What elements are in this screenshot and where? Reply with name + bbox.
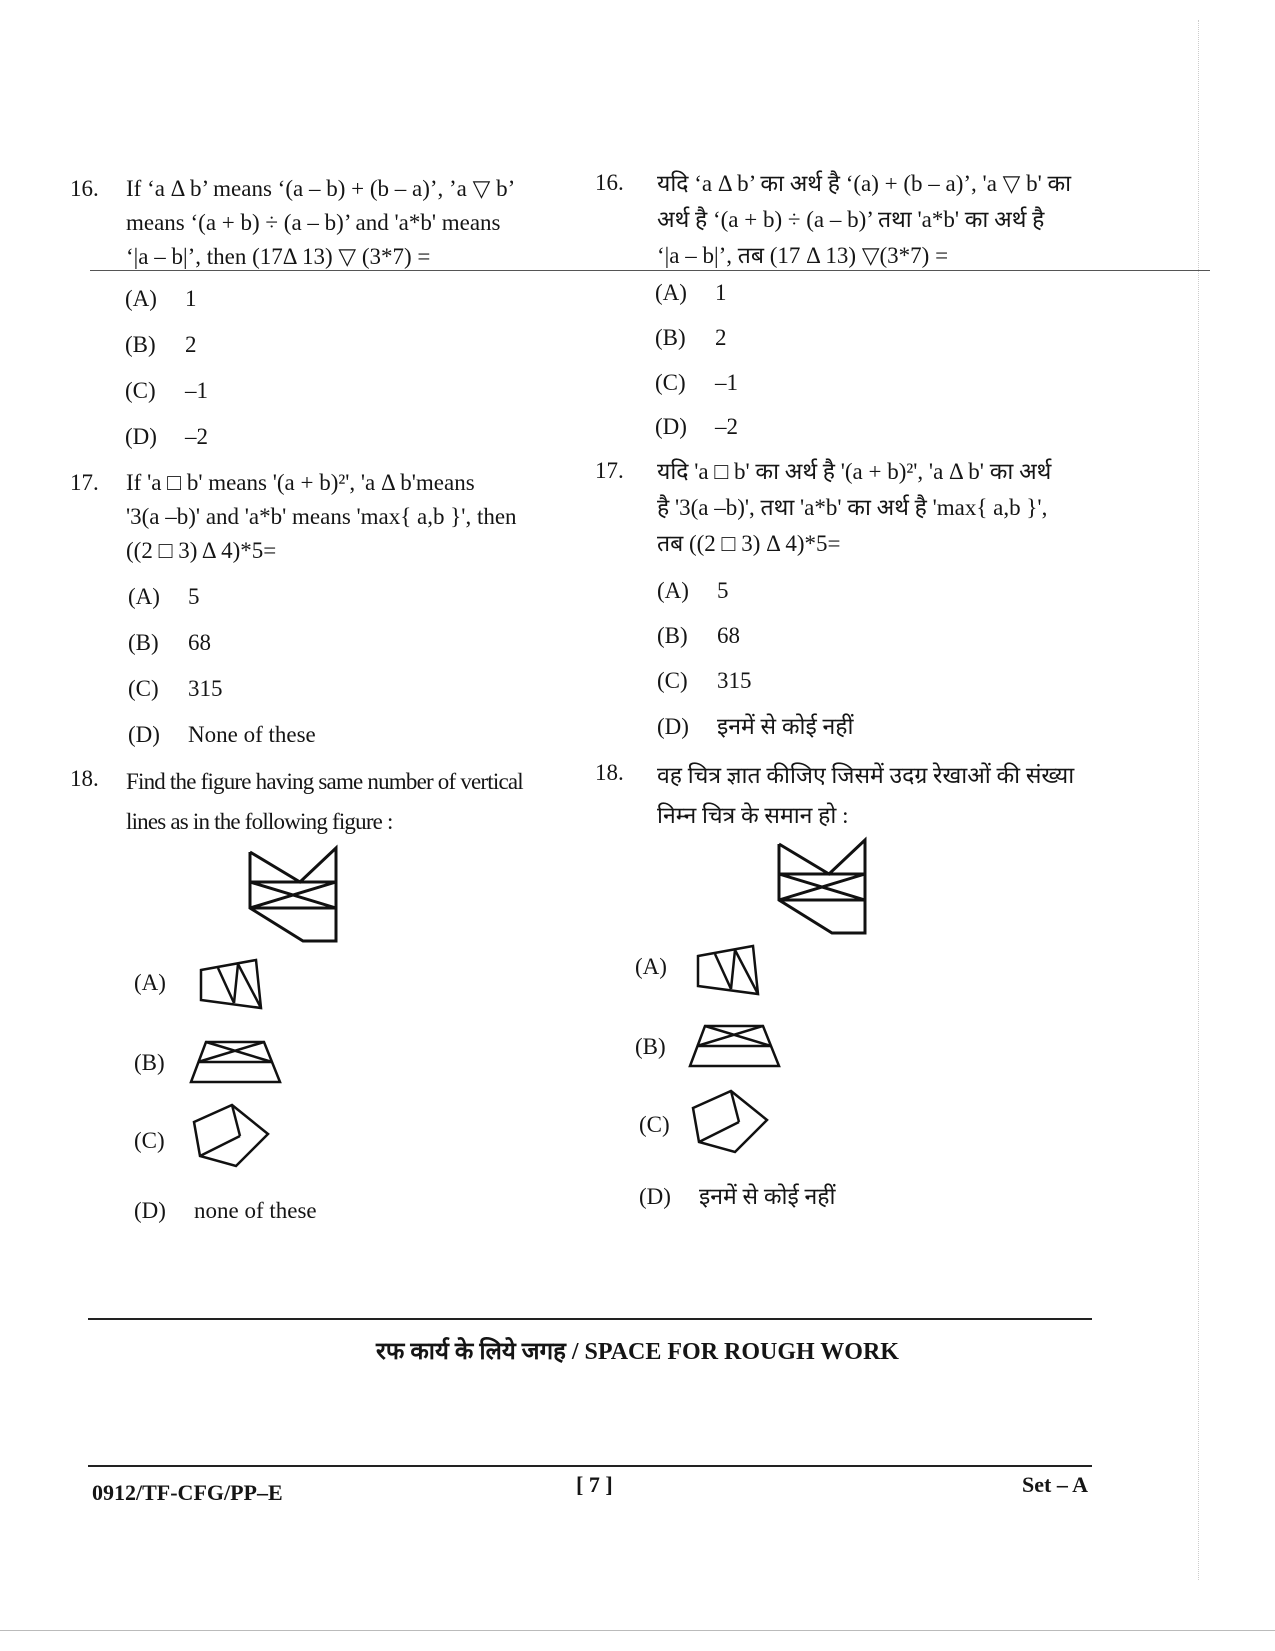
question-figure-icon [220, 838, 360, 948]
option-label: (B) [125, 332, 156, 357]
option-c [657, 666, 752, 696]
option-text: इनमें से कोई नहीं [717, 714, 854, 739]
question-line: यदि 'a □ b' का अर्थ है '(a + b)²', 'a Δ b' का अर्थ [657, 459, 1052, 484]
option-label: (C) [639, 1112, 670, 1137]
trapezium-with-cross-icon [687, 1022, 781, 1070]
option-b [134, 1048, 194, 1078]
question-figure-icon [749, 830, 889, 940]
set-label: Set – A [1022, 1472, 1088, 1497]
question-line: निम्न चित्र के समान हो : [657, 803, 849, 828]
option-text: इनमें से कोई नहीं [699, 1184, 836, 1209]
question-number: 16. [595, 170, 624, 195]
question-17-hi [595, 454, 1095, 564]
question-line: means ‘(a + b) ÷ (a – b)’ and 'a*b' means [126, 210, 501, 235]
option-label: (C) [128, 676, 159, 701]
option-label: (A) [657, 578, 689, 603]
option-d [125, 422, 208, 452]
question-17-en [70, 466, 560, 566]
option-label: (C) [655, 370, 686, 395]
triangles-in-rectangle-icon [695, 942, 763, 998]
option-label: (D) [655, 414, 687, 439]
option-label: (C) [125, 378, 156, 403]
option-text: 2 [715, 325, 727, 350]
option-label: (A) [134, 970, 166, 995]
option-text: –2 [715, 414, 738, 439]
option-label: (D) [657, 714, 689, 739]
question-text [657, 166, 1095, 274]
option-d [128, 720, 316, 750]
question-text [126, 762, 560, 842]
question-text [126, 466, 560, 568]
option-d [657, 712, 853, 742]
option-text: 2 [185, 332, 197, 357]
option-label: (B) [134, 1050, 165, 1075]
question-line: ‘|a – b|’, then (17Δ 13) ▽ (3*7) = [126, 244, 431, 269]
question-number: 18. [70, 766, 99, 791]
question-line: यदि ‘a Δ b’ का अर्थ है ‘(a) + (b – a)’, 'a ▽ b' का [657, 171, 1072, 196]
triangles-in-rectangle-icon [198, 956, 266, 1012]
option-text: –1 [715, 370, 738, 395]
question-line: ‘|a – b|’, तब (17 Δ 13) ▽(3*7) = [657, 243, 949, 268]
option-b [128, 628, 211, 658]
question-line: '3(a –b)' and 'a*b' means 'max{ a,b }', then [126, 504, 517, 529]
question-number: 17. [70, 470, 99, 495]
question-line: If ‘a Δ b’ means ‘(a – b) + (b – a)’, ’a ▽ b’ [126, 176, 516, 201]
option-text: 5 [188, 584, 200, 609]
option-text: –2 [185, 424, 208, 449]
question-line: वह चित्र ज्ञात कीजिए जिसमें उदग्र रेखाओं की संख्या [657, 763, 1075, 788]
option-text: None of these [188, 722, 316, 747]
question-text [126, 172, 560, 274]
option-d [134, 1196, 317, 1226]
option-label: (D) [125, 424, 157, 449]
option-text: –1 [185, 378, 208, 403]
option-a [128, 582, 200, 612]
question-line: lines as in the following figure : [126, 809, 393, 834]
question-line: है '3(a –b)', तथा 'a*b' का अर्थ है 'max{ a,b }', [657, 495, 1048, 520]
rough-work-label: रफ कार्य के लिये जगह / SPACE FOR ROUGH WORK [376, 1339, 899, 1365]
footer-divider [88, 1465, 1092, 1467]
option-text: 1 [715, 280, 727, 305]
option-label: (A) [655, 280, 687, 305]
option-b [125, 330, 197, 360]
trapezium-with-cross-icon [188, 1038, 282, 1086]
option-c [134, 1126, 194, 1156]
option-label: (A) [635, 954, 667, 979]
option-label: (A) [128, 584, 160, 609]
option-text: 68 [188, 630, 211, 655]
option-text: 68 [717, 623, 740, 648]
option-d [655, 412, 738, 442]
bottom-edge-line [0, 1630, 1275, 1631]
pentagon-with-line-icon [190, 1100, 272, 1172]
option-label: (D) [639, 1184, 671, 1209]
option-a [635, 952, 695, 982]
option-label: (B) [128, 630, 159, 655]
question-line: तब ((2 □ 3) Δ 4)*5= [657, 531, 841, 556]
question-number: 17. [595, 458, 624, 483]
question-16-en [70, 172, 560, 272]
option-label: (D) [128, 722, 160, 747]
option-b [635, 1032, 695, 1062]
question-16-hi [595, 166, 1095, 276]
option-text: 1 [185, 286, 197, 311]
option-b [655, 323, 727, 353]
divider-line [90, 270, 1210, 271]
scan-edge [1198, 20, 1213, 1580]
option-a [655, 278, 727, 308]
option-a [125, 284, 197, 314]
question-line: अर्थ है ‘(a + b) ÷ (a – b)’ तथा 'a*b' का अर्थ है [657, 207, 1045, 232]
option-a [657, 576, 729, 606]
question-18-hi [595, 756, 1095, 832]
option-label: (C) [134, 1128, 165, 1153]
option-c [125, 376, 208, 406]
option-c [128, 674, 223, 704]
question-line: Find the figure having same number of vertical [126, 769, 523, 794]
option-label: (D) [134, 1198, 166, 1223]
option-text: 5 [717, 578, 729, 603]
option-label: (A) [125, 286, 157, 311]
question-number: 16. [70, 176, 99, 201]
paper-code: 0912/TF-CFG/PP–E [92, 1480, 283, 1505]
pentagon-with-line-icon [689, 1086, 771, 1158]
option-label: (B) [655, 325, 686, 350]
option-label: (B) [657, 623, 688, 648]
question-text [657, 454, 1095, 562]
option-d [639, 1182, 835, 1212]
option-b [657, 621, 740, 651]
question-18-en [70, 762, 560, 838]
question-number: 18. [595, 760, 624, 785]
option-text: 315 [188, 676, 223, 701]
option-label: (B) [635, 1034, 666, 1059]
question-line: If 'a □ b' means '(a + b)²', 'a Δ b'means [126, 470, 475, 495]
question-text [657, 756, 1095, 836]
option-label: (C) [657, 668, 688, 693]
page-number: [ 7 ] [576, 1472, 613, 1497]
option-text: 315 [717, 668, 752, 693]
rough-work-divider [88, 1318, 1092, 1320]
option-a [134, 968, 194, 998]
option-text: none of these [194, 1198, 317, 1223]
option-c [655, 368, 738, 398]
question-line: ((2 □ 3) Δ 4)*5= [126, 538, 277, 563]
